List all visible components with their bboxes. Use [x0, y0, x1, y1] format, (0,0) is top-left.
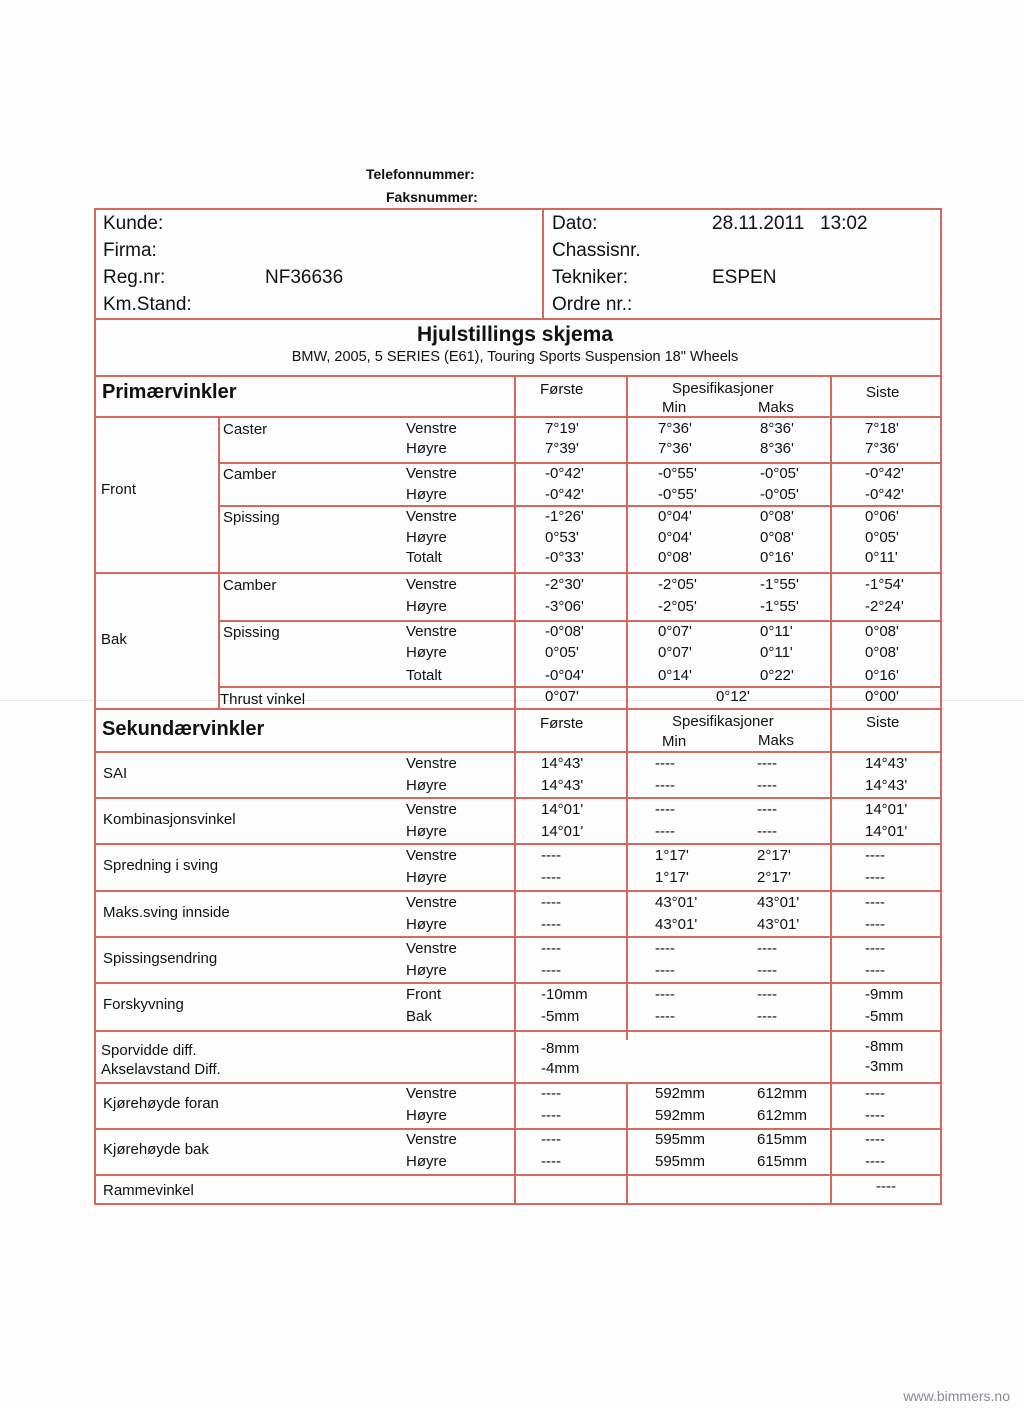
sec-row-siste-2: -5mm	[865, 1008, 904, 1025]
chassis-label: Chassisnr.	[552, 240, 641, 261]
row-min: 0°07'	[658, 623, 692, 640]
border-left	[94, 208, 96, 1205]
sec-row-min-1: 1°17'	[655, 847, 689, 864]
sec-row-siste-1: ----	[865, 1131, 885, 1148]
grid-line	[94, 890, 942, 892]
grid-line	[94, 843, 942, 845]
watermark: www.bimmers.no	[903, 1388, 1010, 1404]
grid-line	[830, 375, 832, 1205]
sec-row-siste-1: ----	[865, 894, 885, 911]
border-bottom	[94, 1203, 942, 1205]
sec-row-forste-2: ----	[541, 869, 561, 886]
sec-row-min-1: ----	[655, 940, 675, 957]
sec-row-side-a: Venstre	[406, 847, 457, 864]
row-min: 7°36'	[658, 420, 692, 437]
sec-row-min-1: ----	[655, 755, 675, 772]
grid-line	[94, 1128, 942, 1130]
row-maks: 8°36'	[760, 440, 794, 457]
sec-row-forste-2: ----	[541, 962, 561, 979]
row-maks: 0°11'	[760, 644, 793, 661]
grid-line	[94, 797, 942, 799]
sec-row-maks-1: 2°17'	[757, 847, 791, 864]
sec-row-min-1: 592mm	[655, 1085, 706, 1102]
sec-row-maks-2: ----	[757, 823, 777, 840]
thrust-spec: 0°12'	[716, 688, 750, 705]
row-min: 0°04'	[658, 529, 692, 546]
sec-row-min-2: ----	[655, 823, 675, 840]
sec-row-maks-1: ----	[757, 940, 777, 957]
row-side: Høyre	[406, 598, 447, 615]
row-siste: 0°16'	[865, 667, 899, 684]
grid-line	[218, 686, 942, 688]
grid-line	[626, 375, 628, 708]
grid-line	[218, 462, 942, 464]
sec-row-min-2: ----	[655, 1008, 675, 1025]
sec-row-maks-2: ----	[757, 777, 777, 794]
sec-row-min-1: 595mm	[655, 1131, 706, 1148]
row-maks: -0°05'	[760, 486, 799, 503]
sec-row-siste-2: ----	[865, 962, 885, 979]
sec-row-side-a: Venstre	[406, 755, 457, 772]
firma-label: Firma:	[103, 240, 157, 261]
thrust-label: Thrust vinkel	[220, 691, 306, 708]
row-min: -0°55'	[658, 486, 697, 503]
border-right	[940, 208, 942, 1205]
row-min: 0°04'	[658, 508, 692, 525]
row-group: Caster	[223, 421, 268, 438]
row-min: -0°55'	[658, 465, 697, 482]
row-min: 0°14'	[658, 667, 692, 684]
sec-row-name: Kombinasjonsvinkel	[103, 811, 236, 828]
row-group: Camber	[223, 577, 277, 594]
grid-line	[514, 375, 516, 1205]
row-siste: -2°24'	[865, 598, 904, 615]
row-forste: -0°42'	[545, 486, 584, 503]
grid-line	[94, 1174, 942, 1176]
sec-row-forste-2: -5mm	[541, 1008, 580, 1025]
dato-label: Dato:	[552, 213, 598, 234]
row-maks: 0°22'	[760, 667, 794, 684]
sec-row-siste-1: 14°01'	[865, 801, 908, 818]
row-forste: -3°06'	[545, 598, 584, 615]
sec-row-maks-2: ----	[757, 962, 777, 979]
sec-row-forste-2: 14°01'	[541, 823, 584, 840]
sec-row-maks-1: ----	[757, 801, 777, 818]
sec-row-maks-2: ----	[757, 1008, 777, 1025]
sec-row-forste-2: ----	[541, 1153, 561, 1170]
sec-row-siste-2: ----	[865, 1107, 885, 1124]
secondary-heading: Sekundærvinkler	[102, 718, 265, 740]
grid-line	[218, 416, 220, 708]
row-siste: 0°11'	[865, 549, 898, 566]
sec-row-min-2: 1°17'	[655, 869, 689, 886]
spor-forste: -8mm	[541, 1040, 580, 1057]
row-maks: -0°05'	[760, 465, 799, 482]
row-maks: 0°08'	[760, 508, 794, 525]
sec-row-side-b: Høyre	[406, 962, 447, 979]
row-siste: -0°42'	[865, 486, 904, 503]
ordre-label: Ordre nr.:	[552, 294, 633, 315]
spor-name: Sporvidde diff.	[101, 1042, 197, 1059]
regnr-value: NF36636	[265, 267, 344, 288]
secondary-header-bottom	[94, 751, 942, 753]
sec-row-maks-1: 615mm	[757, 1131, 808, 1148]
sec-row-maks-1: 612mm	[757, 1085, 808, 1102]
sec-row-siste-2: ----	[865, 869, 885, 886]
tid-value: 13:02	[820, 213, 868, 234]
sec-row-min-1: 43°01'	[655, 894, 698, 911]
sec-row-side-a: Venstre	[406, 894, 457, 911]
row-siste: -1°54'	[865, 576, 904, 593]
col2-maks: Maks	[758, 732, 794, 749]
sec-row-forste-1: ----	[541, 847, 561, 864]
row-forste: -0°08'	[545, 623, 584, 640]
grid-line	[218, 620, 942, 622]
sec-row-maks-1: ----	[757, 986, 777, 1003]
sec-row-name: Maks.sving innside	[103, 904, 230, 921]
row-forste: -0°42'	[545, 465, 584, 482]
sec-row-side-a: Venstre	[406, 1131, 457, 1148]
sec-row-forste-1: ----	[541, 940, 561, 957]
info-divider	[542, 208, 544, 318]
sec-row-siste-1: ----	[865, 940, 885, 957]
sec-row-side-a: Venstre	[406, 801, 457, 818]
row-forste: 0°05'	[545, 644, 579, 661]
sec-row-side-b: Høyre	[406, 777, 447, 794]
row-group: Spissing	[223, 624, 280, 641]
row-min: -2°05'	[658, 576, 697, 593]
phone-label: Telefonnummer:	[366, 166, 475, 182]
sec-row-siste-1: 14°43'	[865, 755, 908, 772]
grid-line	[626, 708, 628, 1040]
dato-value: 28.11.2011	[712, 213, 805, 234]
sec-row-forste-2: ----	[541, 1107, 561, 1124]
sec-row-name: Forskyvning	[103, 996, 184, 1013]
grid-line	[94, 1030, 942, 1032]
row-side: Venstre	[406, 465, 457, 482]
col2-forste: Første	[540, 715, 584, 732]
sec-row-side-b: Høyre	[406, 1153, 447, 1170]
sec-row-forste-1: 14°43'	[541, 755, 584, 772]
row-forste: 7°19'	[545, 420, 579, 437]
sec-row-min-2: 43°01'	[655, 916, 698, 933]
row-forste: -2°30'	[545, 576, 584, 593]
row-side: Venstre	[406, 508, 457, 525]
row-forste: -0°04'	[545, 667, 584, 684]
sec-row-maks-1: 43°01'	[757, 894, 800, 911]
row-maks: -1°55'	[760, 598, 799, 615]
sec-row-min-2: 595mm	[655, 1153, 706, 1170]
sec-row-maks-2: 2°17'	[757, 869, 791, 886]
row-group: Spissing	[223, 509, 280, 526]
aksel-name: Akselavstand Diff.	[101, 1061, 221, 1078]
sec-row-siste-1: ----	[865, 1085, 885, 1102]
row-side: Venstre	[406, 623, 457, 640]
sec-row-name: Spissingsendring	[103, 950, 218, 967]
row-min: 7°36'	[658, 440, 692, 457]
sec-row-name: SAI	[103, 765, 128, 782]
row-siste: 0°05'	[865, 529, 899, 546]
col2-siste: Siste	[866, 714, 900, 731]
row-maks: 0°16'	[760, 549, 794, 566]
row-side: Venstre	[406, 576, 457, 593]
sec-row-min-1: ----	[655, 986, 675, 1003]
row-side: Høyre	[406, 529, 447, 546]
row-min: 0°08'	[658, 549, 692, 566]
kunde-label: Kunde:	[103, 213, 164, 234]
col-siste: Siste	[866, 384, 900, 401]
sec-row-min-2: ----	[655, 777, 675, 794]
form-title: Hjulstillings skjema	[416, 323, 614, 346]
sec-row-siste-2: ----	[865, 916, 885, 933]
sec-row-min-1: ----	[655, 801, 675, 818]
grid-line	[94, 936, 942, 938]
sec-row-siste-2: ----	[865, 1153, 885, 1170]
primary-header-bottom	[94, 416, 942, 418]
row-side: Høyre	[406, 440, 447, 457]
row-side: Høyre	[406, 644, 447, 661]
sec-row-forste-1: ----	[541, 1085, 561, 1102]
sec-row-name: Spredning i sving	[103, 857, 219, 874]
ramme-name: Rammevinkel	[103, 1182, 194, 1199]
row-forste: -1°26'	[545, 508, 584, 525]
spor-siste: -8mm	[865, 1038, 904, 1055]
border-top	[94, 208, 942, 210]
col2-min: Min	[662, 733, 687, 750]
sec-row-siste-1: -9mm	[865, 986, 904, 1003]
row-siste: -0°42'	[865, 465, 904, 482]
sec-row-side-a: Front	[406, 986, 442, 1003]
grid-line	[94, 572, 942, 574]
sec-row-side-a: Venstre	[406, 1085, 457, 1102]
row-maks: 8°36'	[760, 420, 794, 437]
row-forste: 0°53'	[545, 529, 579, 546]
row-siste: 0°08'	[865, 623, 899, 640]
sec-row-side-b: Høyre	[406, 916, 447, 933]
sec-row-side-b: Høyre	[406, 1107, 447, 1124]
fax-label: Faksnummer:	[386, 189, 478, 205]
col-spes: Spesifikasjoner	[672, 380, 774, 397]
thrust-siste: 0°00'	[865, 688, 899, 705]
sec-row-maks-2: 612mm	[757, 1107, 808, 1124]
sec-row-min-2: ----	[655, 962, 675, 979]
row-side: Totalt	[406, 549, 442, 566]
sec-row-siste-2: 14°01'	[865, 823, 908, 840]
sec-row-forste-1: -10mm	[541, 986, 588, 1003]
row-side: Venstre	[406, 420, 457, 437]
sec-row-forste-1: ----	[541, 1131, 561, 1148]
row-side: Høyre	[406, 486, 447, 503]
row-siste: 7°36'	[865, 440, 899, 457]
aksel-siste: -3mm	[865, 1058, 904, 1075]
row-forste: -0°33'	[545, 549, 584, 566]
row-siste: 0°06'	[865, 508, 899, 525]
grid-line	[94, 708, 942, 710]
col-min: Min	[662, 399, 687, 416]
grid-line	[94, 982, 942, 984]
sec-row-maks-2: 615mm	[757, 1153, 808, 1170]
primary-heading: Primærvinkler	[102, 381, 237, 403]
sec-row-min-2: 592mm	[655, 1107, 706, 1124]
row-maks: 0°08'	[760, 529, 794, 546]
col2-spes: Spesifikasjoner	[672, 713, 774, 730]
info-bottom	[94, 318, 942, 320]
form-subtitle: BMW, 2005, 5 SERIES (E61), Touring Sports Suspension 18" Wheels	[291, 349, 739, 365]
row-maks: -1°55'	[760, 576, 799, 593]
sec-row-siste-2: 14°43'	[865, 777, 908, 794]
regnr-label: Reg.nr:	[103, 267, 166, 288]
sec-row-name: Kjørehøyde bak	[103, 1141, 209, 1158]
sec-row-side-a: Venstre	[406, 940, 457, 957]
sec-row-forste-1: 14°01'	[541, 801, 584, 818]
bak-label: Bak	[101, 631, 127, 648]
row-min: 0°07'	[658, 644, 692, 661]
row-maks: 0°11'	[760, 623, 793, 640]
row-forste: 7°39'	[545, 440, 579, 457]
sec-row-maks-1: ----	[757, 755, 777, 772]
aksel-forste: -4mm	[541, 1060, 580, 1077]
title-bottom	[94, 375, 942, 377]
row-siste: 7°18'	[865, 420, 899, 437]
row-group: Camber	[223, 466, 277, 483]
row-siste: 0°08'	[865, 644, 899, 661]
sec-row-side-b: Høyre	[406, 869, 447, 886]
row-min: -2°05'	[658, 598, 697, 615]
sec-row-forste-1: ----	[541, 894, 561, 911]
sec-row-side-b: Høyre	[406, 823, 447, 840]
sec-row-forste-2: 14°43'	[541, 777, 584, 794]
grid-line	[218, 505, 942, 507]
col-forste: Første	[540, 381, 584, 398]
tekniker-label: Tekniker:	[552, 267, 629, 288]
sec-row-maks-2: 43°01'	[757, 916, 800, 933]
sec-row-name: Kjørehøyde foran	[103, 1095, 219, 1112]
grid-line	[94, 1082, 942, 1084]
sec-row-side-b: Bak	[406, 1008, 432, 1025]
ramme-siste: ----	[876, 1178, 896, 1195]
tekniker-value: ESPEN	[712, 267, 777, 288]
row-side: Totalt	[406, 667, 442, 684]
thrust-forste: 0°07'	[545, 688, 579, 705]
grid-line	[626, 1082, 628, 1205]
front-label: Front	[101, 481, 137, 498]
sec-row-forste-2: ----	[541, 916, 561, 933]
col-maks: Maks	[758, 399, 794, 416]
km-label: Km.Stand:	[103, 294, 192, 315]
sec-row-siste-1: ----	[865, 847, 885, 864]
